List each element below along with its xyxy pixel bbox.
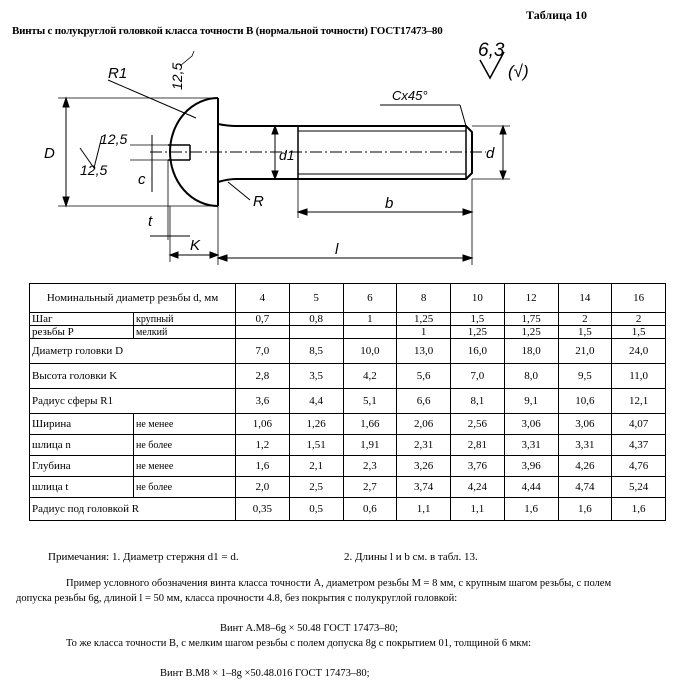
value-cell: 0,35 [236, 498, 290, 521]
table-row [30, 339, 666, 364]
label-r-top: 12,5 [169, 62, 185, 90]
table-row [30, 456, 666, 477]
value-cell: 24,0 [612, 339, 666, 364]
label-D: D [44, 145, 55, 162]
value-cell: 4,37 [612, 435, 666, 456]
label-R: R [253, 193, 264, 210]
value-cell: 2,06 [397, 414, 451, 435]
diameter-cell: 12 [504, 284, 558, 313]
row-sublabel: не менее [134, 456, 236, 477]
row-label: Диаметр головки D [30, 339, 236, 364]
value-cell: 1,26 [289, 414, 343, 435]
table-row [30, 498, 666, 521]
row-sublabel: не более [134, 435, 236, 456]
value-cell: 8,0 [504, 364, 558, 389]
value-cell: 1,91 [343, 435, 397, 456]
value-cell: 3,76 [451, 456, 505, 477]
value-cell [236, 326, 290, 339]
value-cell: 9,5 [558, 364, 612, 389]
row-label: Радиус сферы R1 [30, 389, 236, 414]
value-cell: 1,2 [236, 435, 290, 456]
row-label: Радиус под головкой R [30, 498, 236, 521]
value-cell: 3,26 [397, 456, 451, 477]
table-header-row [30, 284, 666, 313]
table-number: Таблица 10 [526, 8, 587, 22]
value-cell: 3,06 [558, 414, 612, 435]
table-row [30, 477, 666, 498]
label-K: K [190, 237, 201, 254]
value-cell: 13,0 [397, 339, 451, 364]
value-cell: 2,31 [397, 435, 451, 456]
example-paragraph-2: То же класса точности В, с мелким шагом резьбы с полем допуска 8g с покрытием 01, толщиной 6 мкм: [66, 638, 532, 649]
example-code-1: Винт А.М8–6g × 50.48 ГОСТ 17473–80; [220, 623, 398, 634]
r-leader [228, 182, 250, 200]
value-cell: 1,25 [504, 326, 558, 339]
value-cell: 2,56 [451, 414, 505, 435]
label-roughness: 6,3 [478, 40, 505, 61]
note-1: Примечания: 1. Диаметр стержня d1 = d. [48, 551, 239, 563]
value-cell: 0,8 [289, 313, 343, 326]
value-cell: 4,4 [289, 389, 343, 414]
row-label: Высота головки K [30, 364, 236, 389]
label-l: l [335, 241, 339, 258]
value-cell: 1 [343, 313, 397, 326]
diameter-cell: 6 [343, 284, 397, 313]
value-cell: 3,06 [504, 414, 558, 435]
value-cell: 10,6 [558, 389, 612, 414]
value-cell: 4,07 [612, 414, 666, 435]
diameter-cell: 4 [236, 284, 290, 313]
example-paragraph-1: Пример условного обозначения винта класса точности А, диаметром резьбы М = 8 мм, с крупным шагом резьбы, с полем допуска резьбы 6g, длиной l = 50 мм, класса прочности 4.8, без покрытия с полукруглой головкой: [16, 578, 612, 604]
label-r-left2: 12,5 [80, 162, 108, 178]
value-cell: 5,6 [397, 364, 451, 389]
row-sublabel: не более [134, 477, 236, 498]
value-cell: 11,0 [612, 364, 666, 389]
value-cell: 4,24 [451, 477, 505, 498]
row-label: резьбы P [30, 326, 134, 339]
row-label: Шаг [30, 313, 134, 326]
value-cell: 12,1 [612, 389, 666, 414]
table-row [30, 326, 666, 339]
value-cell: 2 [558, 313, 612, 326]
value-cell: 5,24 [612, 477, 666, 498]
table-row [30, 389, 666, 414]
value-cell: 1,66 [343, 414, 397, 435]
value-cell: 0,6 [343, 498, 397, 521]
document-title: Винты с полукруглой головкой класса точности В (нормальной точности) ГОСТ17473–80 [12, 25, 443, 37]
screw-shank [218, 124, 472, 182]
value-cell: 1,5 [558, 326, 612, 339]
value-cell: 2,8 [236, 364, 290, 389]
value-cell: 7,0 [451, 364, 505, 389]
value-cell: 10,0 [343, 339, 397, 364]
value-cell: 1,5 [451, 313, 505, 326]
value-cell: 4,44 [504, 477, 558, 498]
value-cell: 1,6 [504, 498, 558, 521]
value-cell: 18,0 [504, 339, 558, 364]
diameter-cell: 5 [289, 284, 343, 313]
row-label: шлица n [30, 435, 134, 456]
value-cell: 2,1 [289, 456, 343, 477]
label-chamfer: Cx45° [392, 88, 428, 103]
value-cell: 2,81 [451, 435, 505, 456]
value-cell: 0,7 [236, 313, 290, 326]
value-cell: 1,5 [612, 326, 666, 339]
value-cell: 2 [612, 313, 666, 326]
value-cell: 4,2 [343, 364, 397, 389]
row-sublabel: мелкий [134, 326, 236, 339]
value-cell: 2,5 [289, 477, 343, 498]
value-cell: 4,74 [558, 477, 612, 498]
table-row [30, 414, 666, 435]
value-cell: 1,6 [558, 498, 612, 521]
value-cell: 2,0 [236, 477, 290, 498]
label-r-left1: 12,5 [100, 131, 128, 147]
label-c: c [138, 171, 146, 188]
spec-table [29, 283, 666, 521]
table-row [30, 313, 666, 326]
chamfer-leader [460, 105, 466, 126]
row-label: Глубина [30, 456, 134, 477]
table-row [30, 435, 666, 456]
screw-drawing [0, 0, 692, 280]
value-cell: 3,74 [397, 477, 451, 498]
note-2: 2. Длины l и b см. в табл. 13. [344, 551, 478, 563]
label-t: t [148, 213, 153, 230]
value-cell: 9,1 [504, 389, 558, 414]
value-cell: 3,31 [504, 435, 558, 456]
value-cell: 2,3 [343, 456, 397, 477]
value-cell: 6,6 [397, 389, 451, 414]
value-cell [343, 326, 397, 339]
label-d1: d1 [279, 147, 295, 163]
value-cell: 3,96 [504, 456, 558, 477]
value-cell: 3,6 [236, 389, 290, 414]
value-cell: 2,7 [343, 477, 397, 498]
row-label: Ширина [30, 414, 134, 435]
diameter-cell: 16 [612, 284, 666, 313]
value-cell: 1,25 [451, 326, 505, 339]
label-roughness-mark: (√) [508, 62, 529, 81]
value-cell: 0,5 [289, 498, 343, 521]
value-cell: 1,1 [397, 498, 451, 521]
example-code-2: Винт В.М8 × 1–8g ×50.48.016 ГОСТ 17473–80; [160, 668, 370, 679]
value-cell: 1,51 [289, 435, 343, 456]
label-b: b [385, 195, 394, 212]
row-sublabel: крупный [134, 313, 236, 326]
value-cell: 8,1 [451, 389, 505, 414]
diameter-cell: 8 [397, 284, 451, 313]
value-cell: 21,0 [558, 339, 612, 364]
diameter-cell: 14 [558, 284, 612, 313]
value-cell: 8,5 [289, 339, 343, 364]
value-cell: 4,26 [558, 456, 612, 477]
value-cell: 3,5 [289, 364, 343, 389]
table-row [30, 364, 666, 389]
row-sublabel: не менее [134, 414, 236, 435]
value-cell: 3,31 [558, 435, 612, 456]
row-label: шлица t [30, 477, 134, 498]
label-d: d [486, 145, 495, 162]
value-cell: 4,76 [612, 456, 666, 477]
header-label: Номинальный диаметр резьбы d, мм [30, 284, 236, 313]
label-r1: R1 [108, 65, 128, 82]
value-cell: 1,6 [612, 498, 666, 521]
value-cell: 7,0 [236, 339, 290, 364]
value-cell: 1,75 [504, 313, 558, 326]
value-cell: 1,1 [451, 498, 505, 521]
diameter-cell: 10 [451, 284, 505, 313]
value-cell: 5,1 [343, 389, 397, 414]
value-cell: 1,6 [236, 456, 290, 477]
value-cell: 1 [397, 326, 451, 339]
value-cell [289, 326, 343, 339]
value-cell: 1,25 [397, 313, 451, 326]
value-cell: 1,06 [236, 414, 290, 435]
value-cell: 16,0 [451, 339, 505, 364]
